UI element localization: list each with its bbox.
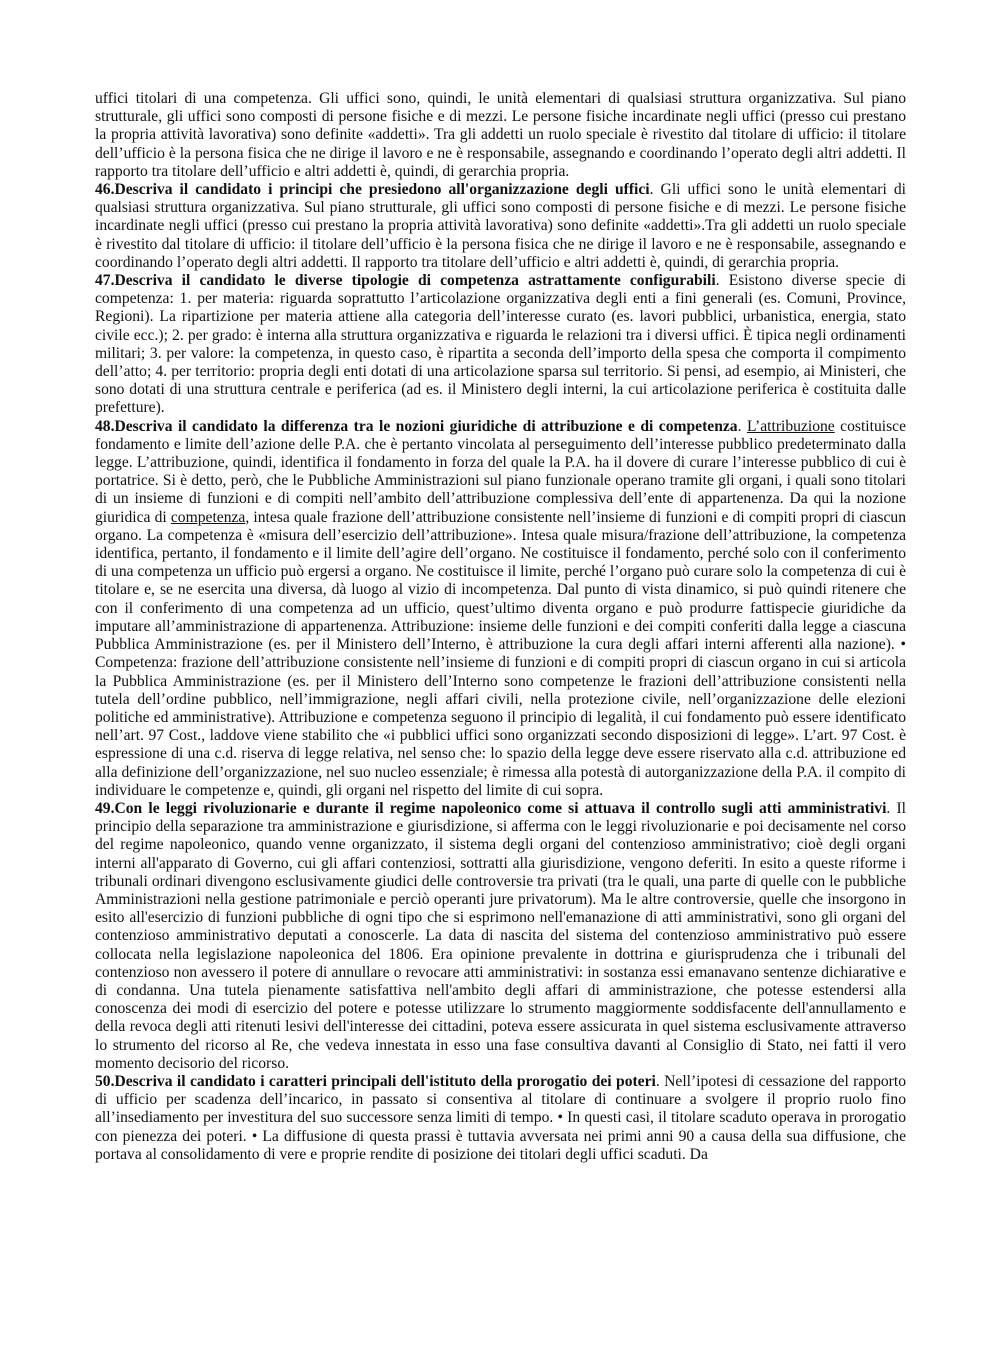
question-50-title: 50.Descriva il candidato i caratteri principali dell'istituto della prorogatio dei poteri [95,1072,656,1090]
question-47 [95,272,906,418]
question-46-title: 46.Descriva il candidato i principi che presiedono all'organizzazione degli uffici [95,181,650,199]
question-49-answer: . Il principio della separazione tra amministrazione e giurisdizione, si afferma con le leggi rivoluzionarie e poi decisamente nel corso del regime napoleonico, quando venne organizzato, il sistema degli organi del contenzioso amministrativo; cioè degli organi interni all'apparato di Governo, cui gli affari contenziosi, sottratti alla giurisdizione, vengono deferiti. In esito a queste riforme i tribunali ordinari divengono esclusivamente giudici delle controversie tra privati (tra le quali, una parte di quelle con le pubbliche Amministrazioni nella gestione patrimoniale e perciò operanti jure privatorum). Ma le altre controversie, quelle che insorgono in esito all'esercizio di funzioni pubbliche di ogni tipo che si esprimono nell'emanazione di atti amministrativi, sono gli organi del contenzioso amministrativo deputati a conoscerle. La data di nascita del sistema del contenzioso amministrativo può essere collocata nella legislazione napoleonica del 1806. Era opinione prevalente in dottrina e giurisprudenza che i tribunali del contenzioso non avessero il potere di annullare o revocare atti amministrativi: in sostanza essi emanavano sentenze dichiarative e di condanna. Una tutela pienamente satisfattiva nell'ambito degli affari di amministrazione, che potesse estendersi alla conoscenza dei modi di esercizio del potere e potesse utilizzare lo strumento maggiormente soddisfacente dell'annullamento e della revoca degli atti ritenuti lesivi dell'interesse dei cittadini, poteva essere assicurata in quel sistema esclusivamente attraverso lo strumento del ricorso al Re, che vedeva innestata in esso una fase consultiva davanti al Consiglio di Stato, nei fatti il vero momento decisorio del ricorso. [95,799,907,1072]
term-competenza: competenza [170,508,246,526]
intro-paragraph [95,90,906,181]
question-50 [95,1073,906,1164]
intro-text: uffici titolari di una competenza. Gli uffici sono, quindi, le unità elementari di qualsiasi struttura organizzativa. Sul piano strutturale, gli uffici sono composti di persone fisiche e di mezzi. Le persone fisiche incardinate negli uffici (presso cui prestano la propria attività lavorativa) sono definite «addetti». Tra gli addetti un ruolo speciale è rivestito dal titolare di ufficio: il titolare dell’ufficio è la persona fisica che ne dirige il lavoro e ne è responsabile, assegnando e coordinando l’operato degli altri addetti. Il rapporto tra titolare dell’ufficio e altri addetti è, quindi, di gerarchia propria. [95,90,906,180]
question-49-title: 49.Con le leggi rivoluzionarie e durante il regime napoleonico come si attuava il controllo sugli atti amministrativi [95,799,887,817]
question-47-answer: . Esistono diverse specie di competenza: 1. per materia: riguarda soprattutto l’articolazione organizzativa degli enti a fini generali (es. Comuni, Province, Regioni). La ripartizione per materia attiene alla categoria dell’interesse curato (es. lavori pubblici, urbanistica, energia, stato civile ecc.); 2. per grado: è interna alla struttura organizzativa e riguarda le relazioni tra i diversi uffici. È tipica negli ordinamenti militari; 3. per valore: la competenza, in questo caso, è ripartita a seconda dell’importo della spesa che comporta il compimento dell’atto; 4. per territorio: propria degli enti dotati di una articolazione sparsa sul territorio. Si pensi, ad esempio, ai Ministeri, che sono dotati di una struttura centrale e periferica (ad es. il Ministero degli interni, la cui articolazione periferica è costituita dalle prefetture). [95,272,906,417]
question-47-title: 47.Descriva il candidato le diverse tipologie di competenza astrattamente configurabili [95,272,716,290]
question-46-answer: . Gli uffici sono le unità elementari di qualsiasi struttura organizzativa. Sul piano strutturale, gli uffici sono composti di persone fisiche e di mezzi. Le persone fisiche incardinate negli uffici (presso cui prestano la propria attività lavorativa) sono definite «addetti».Tra gli addetti un ruolo speciale è rivestito dal titolare di ufficio: il titolare dell’ufficio è la persona fisica che ne dirige il lavoro e ne è responsabile, assegnando e coordinando l’operato degli altri addetti. Il rapporto tra titolare dell’ufficio e altri addetti è, quindi, di gerarchia propria. [95,181,906,271]
question-46 [95,181,906,272]
question-48-separator: . [737,417,747,435]
question-49 [95,800,906,1073]
question-50-answer: . Nell’ipotesi di cessazione del rapporto di ufficio per scadenza dell’incarico, in passato si consentiva al titolare di continuare a svolgere il proprio ruolo fino all’insediamento per investitura del suo successore senza limiti di tempo. • In questi casi, il titolare scaduto operava in prorogatio con pienezza dei poteri. • La diffusione di questa prassi è tuttavia avversata nei primi anni 90 a causa della sua diffusione, che portava al consolidamento di vere e proprie rendite di posizione dei titolari degli uffici scaduti. Da [95,1072,906,1163]
question-48-answer-part-1: costituisce fondamento e limite dell’azione delle P.A. che è pertanto vincolata al perseguimento dell’interesse pubblico predeterminato dalla legge. L’attribuzione, quindi, identifica il fondamento in forza del quale la P.A. ha il dovere di curare l’interesse pubblico di cui è portatrice. Si è detto, però, che le Pubbliche Amministrazioni sul piano funzionale operano tramite gli organi, i quali sono titolari di un insieme di funzioni e di compiti nell’ambito dell’attribuzione complessiva dell’ente di appartenenza. Da qui la nozione giuridica di [95,417,906,526]
question-48-answer-part-2: , intesa quale frazione dell’attribuzione consistente nell’insieme di funzioni e di compiti propri di ciascun organo. La competenza è «misura dell’esercizio dell’attribuzione». Intesa quale misura/frazione dell’attribuzione, la competenza identifica, pertanto, il fondamento e il limite dell’agire dell’organo. Ne costituisce il fondamento, perché solo con il conferimento di una competenza un ufficio può ergersi a organo. Ne costituisce il limite, perché l’organo può curare solo la competenza di cui è titolare e, se ne esercita una diversa, dà luogo al vizio di incompetenza. Dal punto di vista dinamico, si può quindi ritenere che con il conferimento di una competenza ad un ufficio, quest’ultimo diventa organo e può produrre fattispecie giuridiche da imputare all’amministrazione di appartenenza. Attribuzione: insieme delle funzioni e dei compiti conferiti dalla legge a ciascuna Pubblica Amministrazione (es. per il Ministero dell’Interno, è attribuzione la cura degli affari interni afferenti alla nazione). • Competenza: frazione dell’attribuzione consistente nell’insieme di funzioni e di compiti propri di ciascun organo in cui si articola la Pubblica Amministrazione (es. per il Ministero dell’Interno sono competenze le frazioni dell’attribuzione consistenti nella tutela dell’ordine pubblico, nell’immigrazione, negli affari civili, nella protezione civile, nell’organizzazione delle elezioni politiche ed amministrative). Attribuzione e competenza seguono il principio di legalità, il cui fondamento può essere identificato nell’art. 97 Cost., laddove viene stabilito che «i pubblici uffici sono organizzati secondo disposizioni di legge». L’art. 97 Cost. è espressione di una c.d. riserva di legge relativa, nel senso che: lo spazio della legge deve essere riservato alla c.d. attribuzione ed alla definizione dell’organizzazione, nel suo nucleo essenziale; è rimessa alla potestà di autorganizzazione della P.A. il compito di individuare le competenze e, quindi, gli organi nel rispetto del limite di cui sopra. [95,508,906,799]
question-48-title: 48.Descriva il candidato la differenza tra le nozioni giuridiche di attribuzione e di competenza [95,417,738,435]
question-48 [95,418,906,800]
term-attribuzione: L’attribuzione [746,417,835,435]
